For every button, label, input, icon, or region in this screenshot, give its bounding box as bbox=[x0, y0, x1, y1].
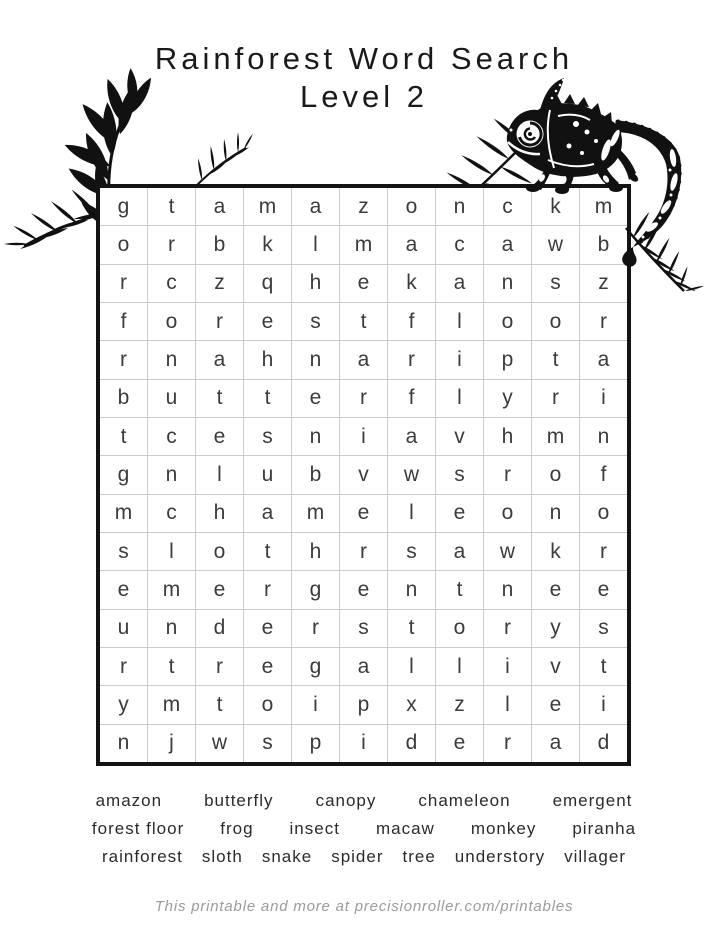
word-item: rainforest bbox=[102, 847, 183, 866]
page-title-line2: Level 2 bbox=[300, 79, 428, 114]
grid-cell: l bbox=[148, 533, 195, 570]
grid-cell: r bbox=[340, 533, 387, 570]
grid-cell: t bbox=[196, 380, 243, 417]
grid-cell: a bbox=[340, 341, 387, 378]
grid-cell: b bbox=[196, 226, 243, 263]
word-item: monkey bbox=[470, 819, 537, 838]
grid-cell: m bbox=[532, 418, 579, 455]
word-item: piranha bbox=[572, 819, 637, 838]
chameleon-icon bbox=[507, 78, 681, 267]
footer-credit: This printable and more at precisionroller.com/printables bbox=[154, 898, 574, 915]
word-item: villager bbox=[564, 847, 626, 866]
grid-cell: s bbox=[436, 456, 483, 493]
grid-cell: b bbox=[580, 226, 627, 263]
grid-cell: s bbox=[388, 533, 435, 570]
grid-cell: o bbox=[532, 456, 579, 493]
grid-cell: l bbox=[292, 226, 339, 263]
word-item: insect bbox=[289, 819, 340, 838]
word-item: emergent bbox=[552, 791, 633, 810]
grid-cell: v bbox=[436, 418, 483, 455]
grid-cell: r bbox=[100, 648, 147, 685]
grid-cell: c bbox=[484, 188, 531, 225]
grid-cell: t bbox=[532, 341, 579, 378]
grid-cell: e bbox=[196, 418, 243, 455]
grid-cell: h bbox=[292, 265, 339, 302]
grid-cell: n bbox=[292, 341, 339, 378]
word-item: forest floor bbox=[91, 819, 185, 838]
grid-cell: m bbox=[244, 188, 291, 225]
word-item: tree bbox=[402, 847, 436, 866]
grid-cell: l bbox=[388, 648, 435, 685]
grid-cell: r bbox=[484, 456, 531, 493]
grid-cell: w bbox=[388, 456, 435, 493]
grid-cell: b bbox=[100, 380, 147, 417]
grid-cell: a bbox=[388, 418, 435, 455]
grid-cell: z bbox=[436, 686, 483, 723]
word-list-line bbox=[0, 847, 728, 875]
grid-cell: g bbox=[292, 648, 339, 685]
grid-cell: e bbox=[532, 571, 579, 608]
grid-cell: l bbox=[388, 495, 435, 532]
grid-cell: k bbox=[388, 265, 435, 302]
grid-cell: t bbox=[244, 533, 291, 570]
grid-cell: l bbox=[436, 648, 483, 685]
grid-cell: r bbox=[484, 610, 531, 647]
grid-cell: g bbox=[100, 188, 147, 225]
grid-cell: u bbox=[244, 456, 291, 493]
grid-cell: t bbox=[196, 686, 243, 723]
grid-cell: t bbox=[436, 571, 483, 608]
grid-cell: e bbox=[436, 495, 483, 532]
grid-cell: e bbox=[244, 610, 291, 647]
grid-cell: n bbox=[100, 725, 147, 762]
grid-cell: a bbox=[436, 533, 483, 570]
grid-cell: f bbox=[100, 303, 147, 340]
grid-cell: j bbox=[148, 725, 195, 762]
page-title-line1: Rainforest Word Search bbox=[154, 41, 574, 76]
word-item: canopy bbox=[315, 791, 377, 810]
grid-cell: h bbox=[484, 418, 531, 455]
grid-cell: d bbox=[580, 725, 627, 762]
grid-cell: y bbox=[532, 610, 579, 647]
word-item: amazon bbox=[95, 791, 163, 810]
grid-cell: y bbox=[100, 686, 147, 723]
word-item: frog bbox=[220, 819, 254, 838]
grid-cell: m bbox=[148, 571, 195, 608]
grid-cell: a bbox=[340, 648, 387, 685]
grid-cell: r bbox=[340, 380, 387, 417]
word-item: spider bbox=[331, 847, 384, 866]
grid-cell: s bbox=[292, 303, 339, 340]
grid-cell: n bbox=[436, 188, 483, 225]
word-list bbox=[0, 791, 728, 875]
grid-cell: m bbox=[340, 226, 387, 263]
grid-cell: n bbox=[388, 571, 435, 608]
grid-cell: r bbox=[100, 341, 147, 378]
grid-cell: n bbox=[148, 341, 195, 378]
grid-cell: e bbox=[244, 648, 291, 685]
grid-cell: k bbox=[244, 226, 291, 263]
grid-cell: i bbox=[436, 341, 483, 378]
grid-cell: s bbox=[532, 265, 579, 302]
grid-cell: m bbox=[148, 686, 195, 723]
grid-cell: l bbox=[436, 380, 483, 417]
grid-cell: l bbox=[196, 456, 243, 493]
chameleon-illustration bbox=[430, 58, 728, 308]
grid-cell: a bbox=[388, 226, 435, 263]
grid-cell: o bbox=[196, 533, 243, 570]
grid-cell: a bbox=[196, 341, 243, 378]
grid-cell: t bbox=[244, 380, 291, 417]
grid-cell: s bbox=[340, 610, 387, 647]
grid-cell: u bbox=[148, 380, 195, 417]
grid-cell: z bbox=[196, 265, 243, 302]
grid-cell: a bbox=[532, 725, 579, 762]
grid-cell: i bbox=[580, 686, 627, 723]
grid-cell: e bbox=[340, 571, 387, 608]
word-item: understory bbox=[454, 847, 546, 866]
grid-cell: o bbox=[100, 226, 147, 263]
grid-cell: n bbox=[580, 418, 627, 455]
grid-cell: i bbox=[340, 418, 387, 455]
grid-cell: t bbox=[100, 418, 147, 455]
grid-cell: r bbox=[292, 610, 339, 647]
grid-cell: l bbox=[484, 686, 531, 723]
grid-cell: c bbox=[148, 495, 195, 532]
grid-cell: d bbox=[388, 725, 435, 762]
grid-cell: c bbox=[148, 265, 195, 302]
grid-cell: e bbox=[100, 571, 147, 608]
grid-cell: t bbox=[580, 648, 627, 685]
grid-cell: e bbox=[580, 571, 627, 608]
word-item: chameleon bbox=[418, 791, 511, 810]
grid-cell: z bbox=[340, 188, 387, 225]
word-list-line bbox=[0, 819, 728, 847]
grid-cell: r bbox=[148, 226, 195, 263]
grid-cell: x bbox=[388, 686, 435, 723]
word-item: macaw bbox=[375, 819, 435, 838]
grid-cell: h bbox=[244, 341, 291, 378]
grid-cell: s bbox=[100, 533, 147, 570]
grid-cell: e bbox=[244, 303, 291, 340]
word-item: sloth bbox=[201, 847, 243, 866]
grid-cell: a bbox=[244, 495, 291, 532]
grid-cell: g bbox=[292, 571, 339, 608]
grid-cell: o bbox=[436, 610, 483, 647]
grid-cell: n bbox=[484, 265, 531, 302]
grid-cell: a bbox=[292, 188, 339, 225]
grid-cell: o bbox=[580, 495, 627, 532]
grid-cell: k bbox=[532, 533, 579, 570]
grid-cell: m bbox=[100, 495, 147, 532]
grid-cell: u bbox=[100, 610, 147, 647]
grid-cell: v bbox=[532, 648, 579, 685]
grid-cell: p bbox=[484, 341, 531, 378]
grid-cell: p bbox=[292, 725, 339, 762]
grid-cell: a bbox=[580, 341, 627, 378]
grid-cell: r bbox=[196, 303, 243, 340]
grid-cell: f bbox=[388, 303, 435, 340]
grid-cell: r bbox=[484, 725, 531, 762]
grid-cell: n bbox=[292, 418, 339, 455]
grid-cell: s bbox=[580, 610, 627, 647]
grid-cell: a bbox=[436, 265, 483, 302]
grid-cell: z bbox=[580, 265, 627, 302]
grid-cell: r bbox=[196, 648, 243, 685]
grid-cell: q bbox=[244, 265, 291, 302]
grid-cell: e bbox=[340, 265, 387, 302]
grid-cell: w bbox=[196, 725, 243, 762]
grid-cell: s bbox=[244, 725, 291, 762]
grid-cell: f bbox=[388, 380, 435, 417]
grid-cell: y bbox=[484, 380, 531, 417]
grid-cell: o bbox=[244, 686, 291, 723]
grid-cell: a bbox=[196, 188, 243, 225]
word-list-line bbox=[0, 791, 728, 819]
grid-cell: l bbox=[436, 303, 483, 340]
grid-cell: d bbox=[196, 610, 243, 647]
word-item: butterfly bbox=[204, 791, 274, 810]
grid-cell: e bbox=[532, 686, 579, 723]
grid-cell: w bbox=[484, 533, 531, 570]
grid-cell: s bbox=[244, 418, 291, 455]
grid-cell: r bbox=[388, 341, 435, 378]
word-item: snake bbox=[261, 847, 313, 866]
grid-cell: r bbox=[580, 303, 627, 340]
grid-cell: k bbox=[532, 188, 579, 225]
grid-cell: i bbox=[484, 648, 531, 685]
grid-cell: c bbox=[148, 418, 195, 455]
grid-cell: h bbox=[196, 495, 243, 532]
grid-cell: r bbox=[532, 380, 579, 417]
grid-cell: w bbox=[532, 226, 579, 263]
grid-cell: t bbox=[148, 188, 195, 225]
grid-cell: g bbox=[100, 456, 147, 493]
grid-cell: o bbox=[148, 303, 195, 340]
grid-cell: n bbox=[484, 571, 531, 608]
grid-cell: b bbox=[292, 456, 339, 493]
grid-cell: e bbox=[436, 725, 483, 762]
grid-cell: n bbox=[148, 610, 195, 647]
grid-cell: t bbox=[148, 648, 195, 685]
grid-cell: f bbox=[580, 456, 627, 493]
grid-cell: r bbox=[100, 265, 147, 302]
grid-cell: i bbox=[340, 725, 387, 762]
grid-cell: o bbox=[532, 303, 579, 340]
grid-cell: v bbox=[340, 456, 387, 493]
grid-cell: i bbox=[292, 686, 339, 723]
grid-cell: t bbox=[340, 303, 387, 340]
grid-cell: n bbox=[532, 495, 579, 532]
grid-cell: e bbox=[292, 380, 339, 417]
grid-cell: p bbox=[340, 686, 387, 723]
grid-cell: h bbox=[292, 533, 339, 570]
grid-cell: m bbox=[580, 188, 627, 225]
grid-cell: e bbox=[340, 495, 387, 532]
fern-under-tail-icon bbox=[626, 211, 704, 292]
grid-cell: n bbox=[148, 456, 195, 493]
grid-cell: o bbox=[484, 303, 531, 340]
grid-cell: m bbox=[292, 495, 339, 532]
grid-cell: t bbox=[388, 610, 435, 647]
grid-cell: a bbox=[484, 226, 531, 263]
grid-cell: o bbox=[388, 188, 435, 225]
grid-cell: o bbox=[484, 495, 531, 532]
grid-cell: r bbox=[244, 571, 291, 608]
grid-cell: e bbox=[196, 571, 243, 608]
grid-cell: i bbox=[580, 380, 627, 417]
grid-cell: c bbox=[436, 226, 483, 263]
grid-cell: r bbox=[580, 533, 627, 570]
